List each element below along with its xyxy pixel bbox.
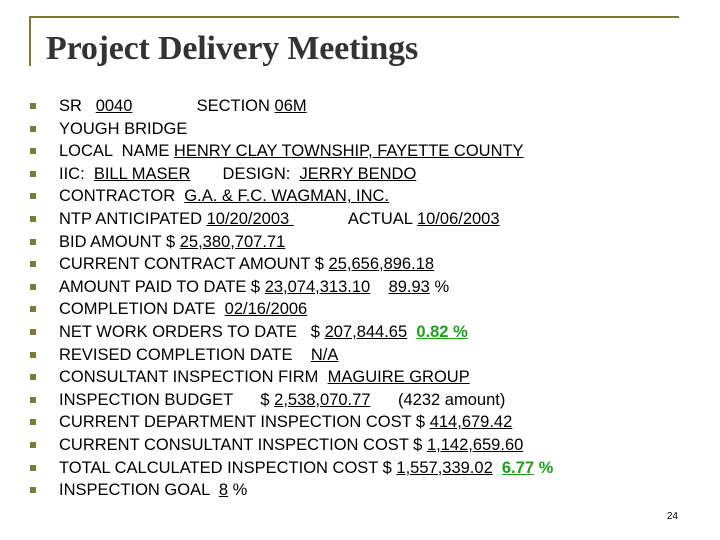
square-bullet-icon — [30, 419, 36, 425]
square-bullet-icon — [30, 193, 36, 199]
square-bullet-icon — [30, 126, 36, 132]
square-bullet-icon — [30, 329, 36, 335]
square-bullet-icon — [30, 148, 36, 154]
square-bullet-icon — [30, 261, 36, 267]
title-corner-horizontal-rule — [29, 16, 679, 18]
square-bullet-icon — [30, 397, 36, 403]
title-corner-vertical-rule — [29, 16, 31, 66]
square-bullet-icon — [30, 239, 36, 245]
square-bullet-icon — [30, 216, 36, 222]
square-bullet-icon — [30, 284, 36, 290]
square-bullet-icon — [30, 465, 36, 471]
square-bullet-icon — [30, 374, 36, 380]
square-bullet-icon — [30, 171, 36, 177]
square-bullet-icon — [30, 306, 36, 312]
square-bullet-icon — [30, 352, 36, 358]
square-bullet-icon — [30, 103, 36, 109]
page-number: 24 — [666, 511, 678, 522]
square-bullet-icon — [30, 487, 36, 493]
slide-title: Project Delivery Meetings — [46, 30, 418, 67]
slide: Project Delivery Meetings SR 0040 SECTION 06M YOUGH BRIDGE LOCAL NAME HENRY CLAY TOWNSHIP, FAYETTE COUNTY IIC: BILL MASER DESIGN: JERRY BENDO CONTRACTOR G.A. & F.C. WAGMAN, INC. NTP ANTICIPATED 10/20/2003 ACTUAL 10/06/2003 BID AMOUNT $ 25,380,707.71 CURRENT CONTRACT AMOUNT $ 25,656,896.18 AMOUNT PAID TO DATE $ 23,074,313.10 89.93 % COMPLETION DATE 02/16/2006 NET WORK ORDERS TO DATE $ 207,844.65 0.82 % REVISED COMPLETION DATE N/A CONSULTANT INSPECTION FIRM MAGUIRE GROUP INSPECTION BUDGET $ 2,538,070.77 (4232 amount) CURRENT DEPARTMENT INSPECTION COST $ 414,679.42 CURRENT CONSULTANT INSPECTION COST $ 1,142,659.60 TOTAL CALCULATED INSPECTION COST $ 1,557,339.02 6.77 % INSPECTION GOAL 8 % 24 — [0, 0, 720, 540]
square-bullet-icon — [30, 442, 36, 448]
